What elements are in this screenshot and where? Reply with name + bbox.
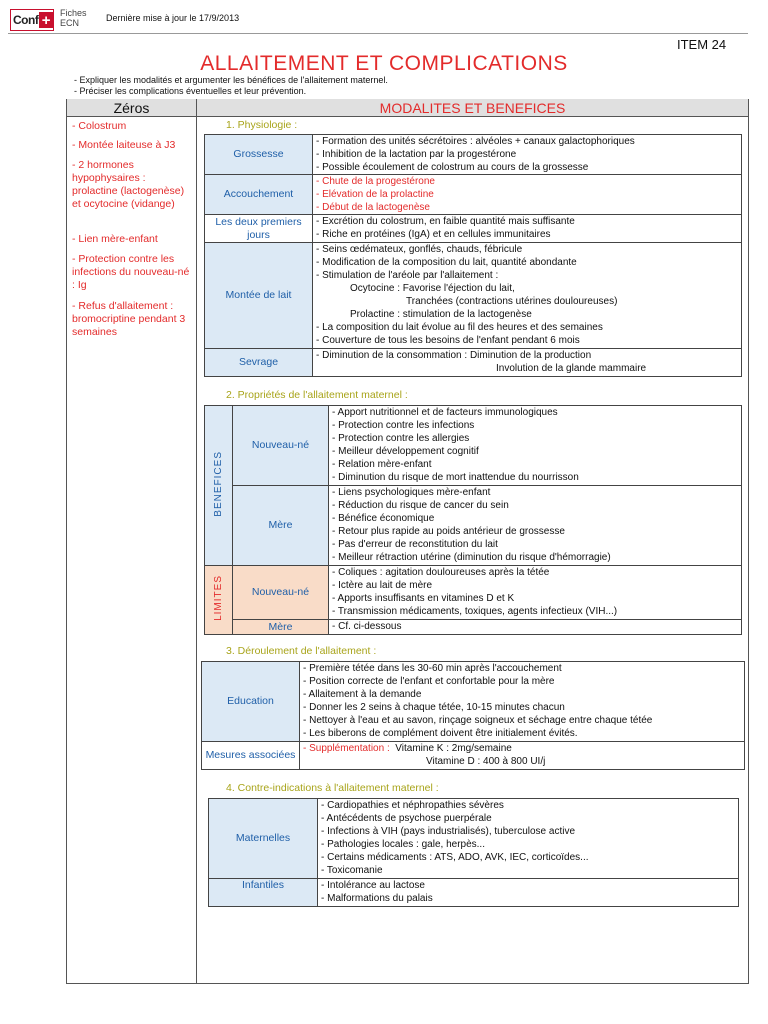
row-label-education: Education — [202, 662, 300, 742]
header-divider — [8, 33, 748, 34]
grossesse-content: - Formation des unités sécrétoires : alvéoles + canaux galactophoriques - Inhibition de la lactation par la progestérone - Possible écoulement de colostrum au cours de la grossesse — [313, 135, 742, 175]
zeros-header: Zéros — [67, 99, 196, 117]
zero-item: - Refus d'allaitement : bromocriptine pendant 3 semaines — [72, 300, 186, 338]
row-label-mesures: Mesures associées — [202, 742, 300, 770]
zero-item: - Montée laiteuse à J3 — [72, 139, 176, 151]
contre-indications-table — [208, 798, 739, 907]
section-title-physiologie: 1. Physiologie : — [226, 119, 298, 131]
zero-item: - Protection contre les infections du nouveau-né : Ig — [72, 253, 190, 291]
mere-benefices: - Liens psychologiques mère-enfant - Réduction du risque de cancer du sein - Bénéfice économique - Retour plus rapide au poids antérieur de grossesse - Pas d'erreur de reconstitution du lait - Meilleur rétraction utérine (diminution du risque d'hémorragie) — [329, 486, 742, 566]
row-label-grossesse: Grossesse — [205, 135, 313, 175]
mere-limites: - Cf. ci-dessous — [329, 620, 742, 635]
last-update: Dernière mise à jour le 17/9/2013 — [106, 13, 240, 23]
montee-content: - Seins œdémateux, gonflés, chauds, fébricule - Modification de la composition du lait, quantité abondante - Stimulation de l'aréole par l'allaitement : Ocytocine : Favorise l'éjection du lait, Tranchées (contractions utérines douloureuses) Prolactine : stimulation de la lactogenèse - La composition du lait évolue au fil des heures et des semaines - Couverture de tous les besoins de l'enfant pendant 6 mois — [313, 243, 742, 349]
mesures-content: - Supplémentation : Vitamine K : 2mg/semaine Vitamine D : 400 à 800 UI/j — [300, 742, 745, 770]
objective-1: - Expliquer les modalités et argumenter les bénéfices de l'allaitement maternel. — [74, 75, 388, 85]
column-divider — [196, 99, 197, 984]
infantiles-content: - Intolérance au lactose - Malformations du palais — [318, 879, 739, 907]
conf-logo: Conf + — [10, 9, 54, 31]
row-label-limites-mere: Mère — [233, 620, 329, 635]
row-label-nouveau-ne: Nouveau-né — [233, 406, 329, 486]
deux-jours-content: - Excrétion du colostrum, en faible quantité mais suffisante - Riche en protéines (IgA) et en cellules immunitaires — [313, 215, 742, 243]
maternelles-content: - Cardiopathies et néphropathies sévères - Antécédents de psychose puerpérale - Infections à VIH (pays industrialisés), tuberculose active - Pathologies locales : gale, herpès... - Certains médicaments : ATS, ADO, AVK, IEC, corticoïdes... - Toxicomanie — [318, 799, 739, 879]
row-label-infantiles: Infantiles — [209, 879, 318, 907]
section-title-proprietes: 2. Propriétés de l'allaitement maternel : — [226, 389, 408, 401]
zero-item: - 2 hormones hypophysaires : prolactine (lactogenèse) et ocytocine (vidange) — [72, 159, 185, 210]
sevrage-content: - Diminution de la consommation : Diminution de la production Involution de la glande mammaire — [313, 349, 742, 377]
deroulement-table — [201, 661, 745, 770]
row-label-montee: Montée de lait — [205, 243, 313, 349]
row-label-sevrage: Sevrage — [205, 349, 313, 377]
row-label-limites-nouveau-ne: Nouveau-né — [233, 566, 329, 620]
proprietes-table — [204, 405, 742, 635]
row-label-maternelles: Maternelles — [209, 799, 318, 879]
objective-2: - Préciser les complications éventuelles et leur prévention. — [74, 86, 307, 96]
row-label-accouchement: Accouchement — [205, 175, 313, 215]
item-number: ITEM 24 — [677, 37, 727, 52]
row-label-deux-jours: Les deux premiers jours — [205, 215, 313, 243]
nouveau-ne-limites: - Coliques : agitation douloureuses après la tétée - Ictère au lait de mère - Apports insuffisants en vitamines D et K - Transmission médicaments, toxiques, agents infectieux (VIH...) — [329, 566, 742, 620]
page-title: ALLAITEMENT ET COMPLICATIONS — [200, 52, 568, 75]
section-title-contre-indications: 4. Contre-indications à l'allaitement maternel : — [226, 782, 439, 794]
modalites-header: MODALITES ET BENEFICES — [197, 99, 748, 117]
row-label-mere: Mère — [233, 486, 329, 566]
section-title-deroulement: 3. Déroulement de l'allaitement : — [226, 645, 377, 657]
zero-item: - Colostrum — [72, 120, 127, 132]
physiologie-table — [204, 134, 742, 377]
nouveau-ne-benefices: - Apport nutritionnel et de facteurs immunologiques - Protection contre les infections - Protection contre les allergies - Meilleur développement cognitif - Relation mère-enfant - Diminution du risque de mort inattendue du nourrisson — [329, 406, 742, 486]
zero-item: - Lien mère-enfant — [72, 233, 158, 245]
education-content: - Première tétée dans les 30-60 min après l'accouchement - Position correcte de l'enfant et confortable pour la mère - Allaitement à la demande - Donner les 2 seins à chaque tétée, 10-15 minutes chacun - Nettoyer à l'eau et au savon, rinçage soigneux et séchage entre chaque tétée - Les biberons de complément doivent être initialement évités. — [300, 662, 745, 742]
limites-label: LIMITES — [205, 566, 233, 635]
accouchement-content: - Chute de la progestérone - Elévation de la prolactine - Début de la lactogenèse — [313, 175, 742, 215]
fiches-ecn-label: Fiches ECN — [60, 8, 87, 28]
red-cross-icon: + — [39, 12, 53, 28]
benefices-label: BENEFICES — [205, 406, 233, 566]
